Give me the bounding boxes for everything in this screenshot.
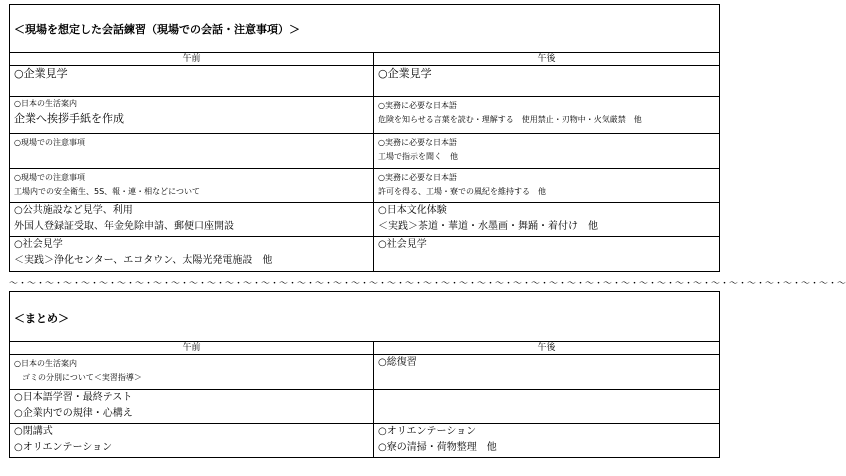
- table-row: [10, 134, 720, 169]
- morning-cell: ○現場での注意事項 工場内での安全衛生、5S、報・連・相などについて: [10, 169, 374, 203]
- afternoon-header: 午後: [374, 53, 720, 66]
- afternoon-cell: ○企業見学: [374, 66, 720, 97]
- afternoon-cell: ○実務に必要な日本語 工場で指示を聞く 他: [374, 134, 720, 169]
- section-divider: ～・～・～・～・～・～・～・～・～・～・～・～・～・～・～・～・～・～・～・～・～・～・～・～・～・～・～・～・～・～・～・～・～・～・～・～・～・～・～・～・～・～・～・～・～・～・～: [9, 279, 846, 289]
- afternoon-cell: ○オリエンテーション ○寮の清掃・荷物整理 他: [374, 424, 720, 458]
- table-row: [10, 66, 720, 97]
- table-row: [10, 355, 720, 390]
- afternoon-cell: ○実務に必要な日本語 許可を得る、工場・寮での風紀を維持する 他: [374, 169, 720, 203]
- table-row: [10, 97, 720, 134]
- table-row: [10, 237, 720, 272]
- section-title: ＜現場を想定した会話練習（現場での会話・注意事項）＞: [10, 5, 720, 53]
- schedule-table-2: [9, 291, 720, 458]
- morning-cell: ○企業見学: [10, 66, 374, 97]
- afternoon-cell: ○日本文化体験 ＜実践＞茶道・華道・水墨画・舞踊・着付け 他: [374, 203, 720, 237]
- afternoon-cell: ○実務に必要な日本語 危険を知らせる言葉を読む・理解する 使用禁止・刃物中・火気厳禁 他: [374, 97, 720, 134]
- schedule-table-1: [9, 4, 720, 272]
- table-row: [10, 203, 720, 237]
- schedule-section-1: [9, 4, 719, 272]
- morning-cell: ○社会見学 ＜実践＞浄化センター、エコタウン、太陽光発電施設 他: [10, 237, 374, 272]
- afternoon-header: 午後: [374, 342, 720, 355]
- morning-cell: ○日本の生活案内 企業へ挨拶手紙を作成: [10, 97, 374, 134]
- morning-cell: ○日本語学習・最終テスト ○企業内での規律・心構え: [10, 390, 374, 424]
- morning-cell: ○閉講式 ○オリエンテーション: [10, 424, 374, 458]
- morning-cell: ○現場での注意事項: [10, 134, 374, 169]
- morning-cell: ○日本の生活案内 ゴミの分別について＜実習指導＞: [10, 355, 374, 390]
- afternoon-cell: ○社会見学: [374, 237, 720, 272]
- morning-cell: ○公共施設など見学、利用 外国人登録証受取、年金免除申請、郵便口座開設: [10, 203, 374, 237]
- morning-header: 午前: [10, 342, 374, 355]
- afternoon-cell: ○総復習: [374, 355, 720, 390]
- table-row: [10, 424, 720, 458]
- morning-header: 午前: [10, 53, 374, 66]
- afternoon-cell: [374, 390, 720, 424]
- table-row: [10, 390, 720, 424]
- table-row: [10, 169, 720, 203]
- schedule-section-2: [9, 291, 719, 458]
- section-title: ＜まとめ＞: [10, 292, 720, 342]
